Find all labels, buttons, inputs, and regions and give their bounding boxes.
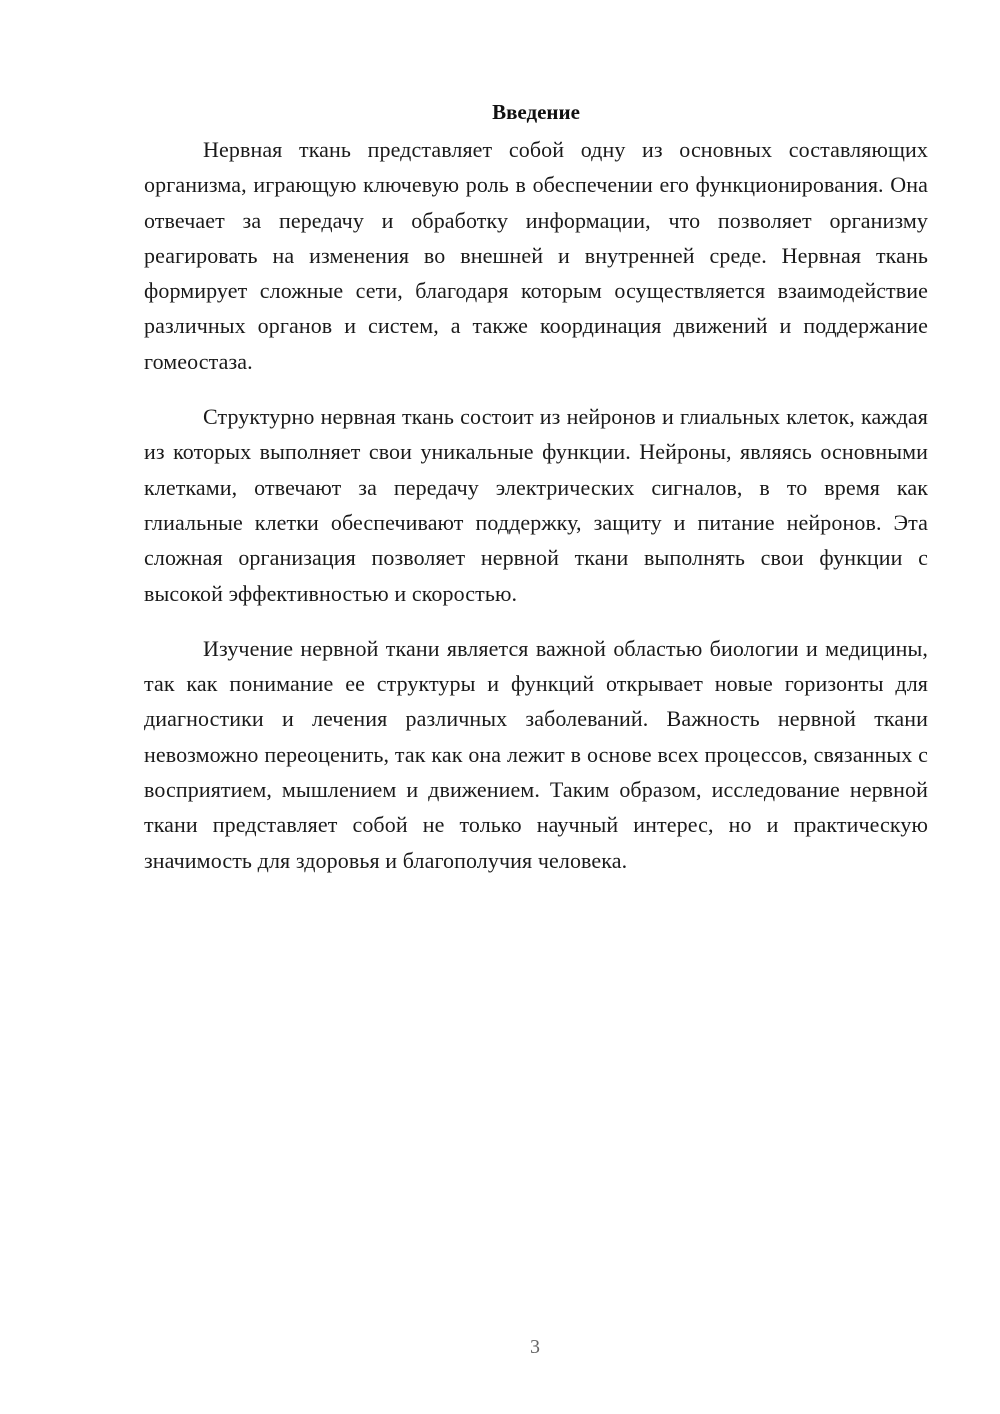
paragraph-1: Нервная ткань представляет собой одну из основных составляющих организма, играющую ключевую роль в обеспечении его функционирования. Она отвечает за передачу и обработку информации, что позволяет организму реагировать на изменения во внешней и внутренней среде. Нервная ткань формирует сложные сети, благодаря которым осуществляется взаимодействие различных органов и систем, а также координация движений и поддержание гомеостаза. [144, 137, 928, 374]
paragraph-3: Изучение нервной ткани является важной областью биологии и медицины, так как понимание ее структуры и функций открывает новые горизонты для диагностики и лечения различных заболеваний. Важность нервной ткани невозможно переоценить, так как она лежит в основе всех процессов, связанных с восприятием, мышлением и движением. Таким образом, исследование нервной ткани представляет собой не только научный интерес, но и практическую значимость для здоровья и благополучия человека. [144, 635, 928, 873]
page-number: 3 [530, 1336, 540, 1358]
paragraph-2: Структурно нервная ткань состоит из нейронов и глиальных клеток, каждая из которых выполняет свои уникальные функции. Нейроны, являясь основными клетками, отвечают за передачу электрических сигналов, в то время как глиальные клетки обеспечивают поддержку, защиту и питание нейронов. Эта сложная организация позволяет нервной ткани выполнять свои функции с высокой эффективностью и скоростью. [144, 404, 928, 606]
page-content [144, 94, 928, 898]
section-title: Введение [492, 100, 580, 124]
